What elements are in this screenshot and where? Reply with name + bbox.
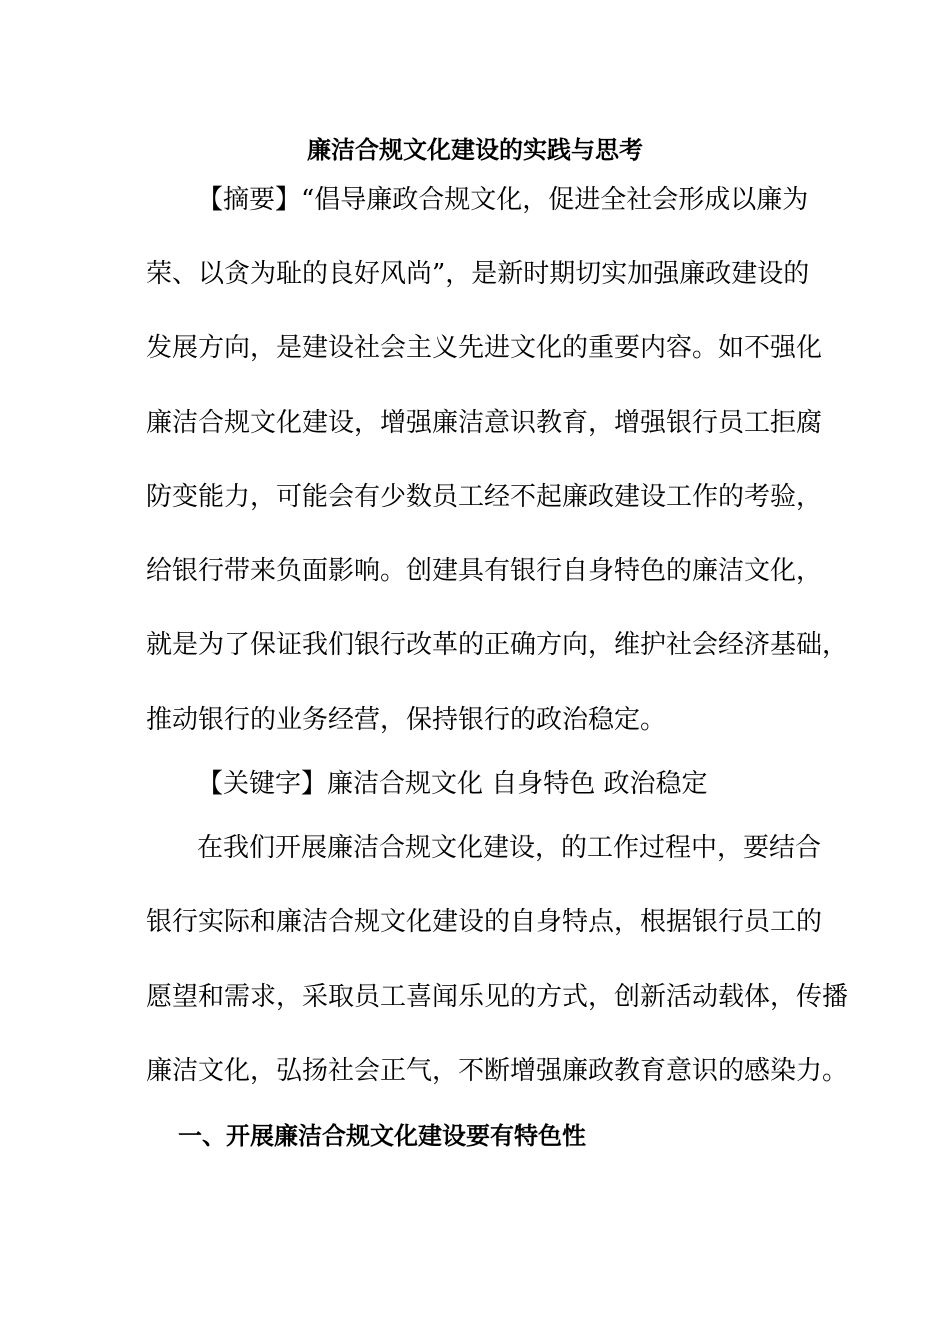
section-heading: 一、开展廉洁合规文化建设要有特色性 <box>178 1121 586 1150</box>
document-title: 廉洁合规文化建设的实践与思考 <box>307 135 643 164</box>
abstract-line-3: 发展方向，是建设社会主义先进文化的重要内容。如不强化 <box>146 333 823 363</box>
abstract-line-4: 廉洁合规文化建设，增强廉洁意识教育，增强银行员工拒腐 <box>146 408 823 438</box>
keywords-line: 【关键字】廉洁合规文化 自身特色 政治稳定 <box>197 769 708 799</box>
intro-line-2: 银行实际和廉洁合规文化建设的自身特点，根据银行员工的 <box>146 907 823 937</box>
intro-line-4: 廉洁文化，弘扬社会正气，不断增强廉政教育意识的感染力。 <box>146 1056 849 1086</box>
abstract-line-2: 荣、以贪为耻的良好风尚”，是新时期切实加强廉政建设的 <box>146 259 810 289</box>
intro-line-1: 在我们开展廉洁合规文化建设，的工作过程中，要结合 <box>197 833 822 863</box>
abstract-line-7: 就是为了保证我们银行改革的正确方向，维护社会经济基础， <box>146 630 849 660</box>
abstract-line-6: 给银行带来负面影响。创建具有银行自身特色的廉洁文化， <box>146 556 823 586</box>
abstract-line-1: 【摘要】“倡导廉政合规文化，促进全社会形成以廉为 <box>197 185 809 215</box>
abstract-line-5: 防变能力，可能会有少数员工经不起廉政建设工作的考验， <box>146 482 823 512</box>
intro-line-3: 愿望和需求，采取员工喜闻乐见的方式，创新活动载体，传播 <box>146 982 849 1012</box>
abstract-line-8: 推动银行的业务经营，保持银行的政治稳定。 <box>146 705 667 735</box>
